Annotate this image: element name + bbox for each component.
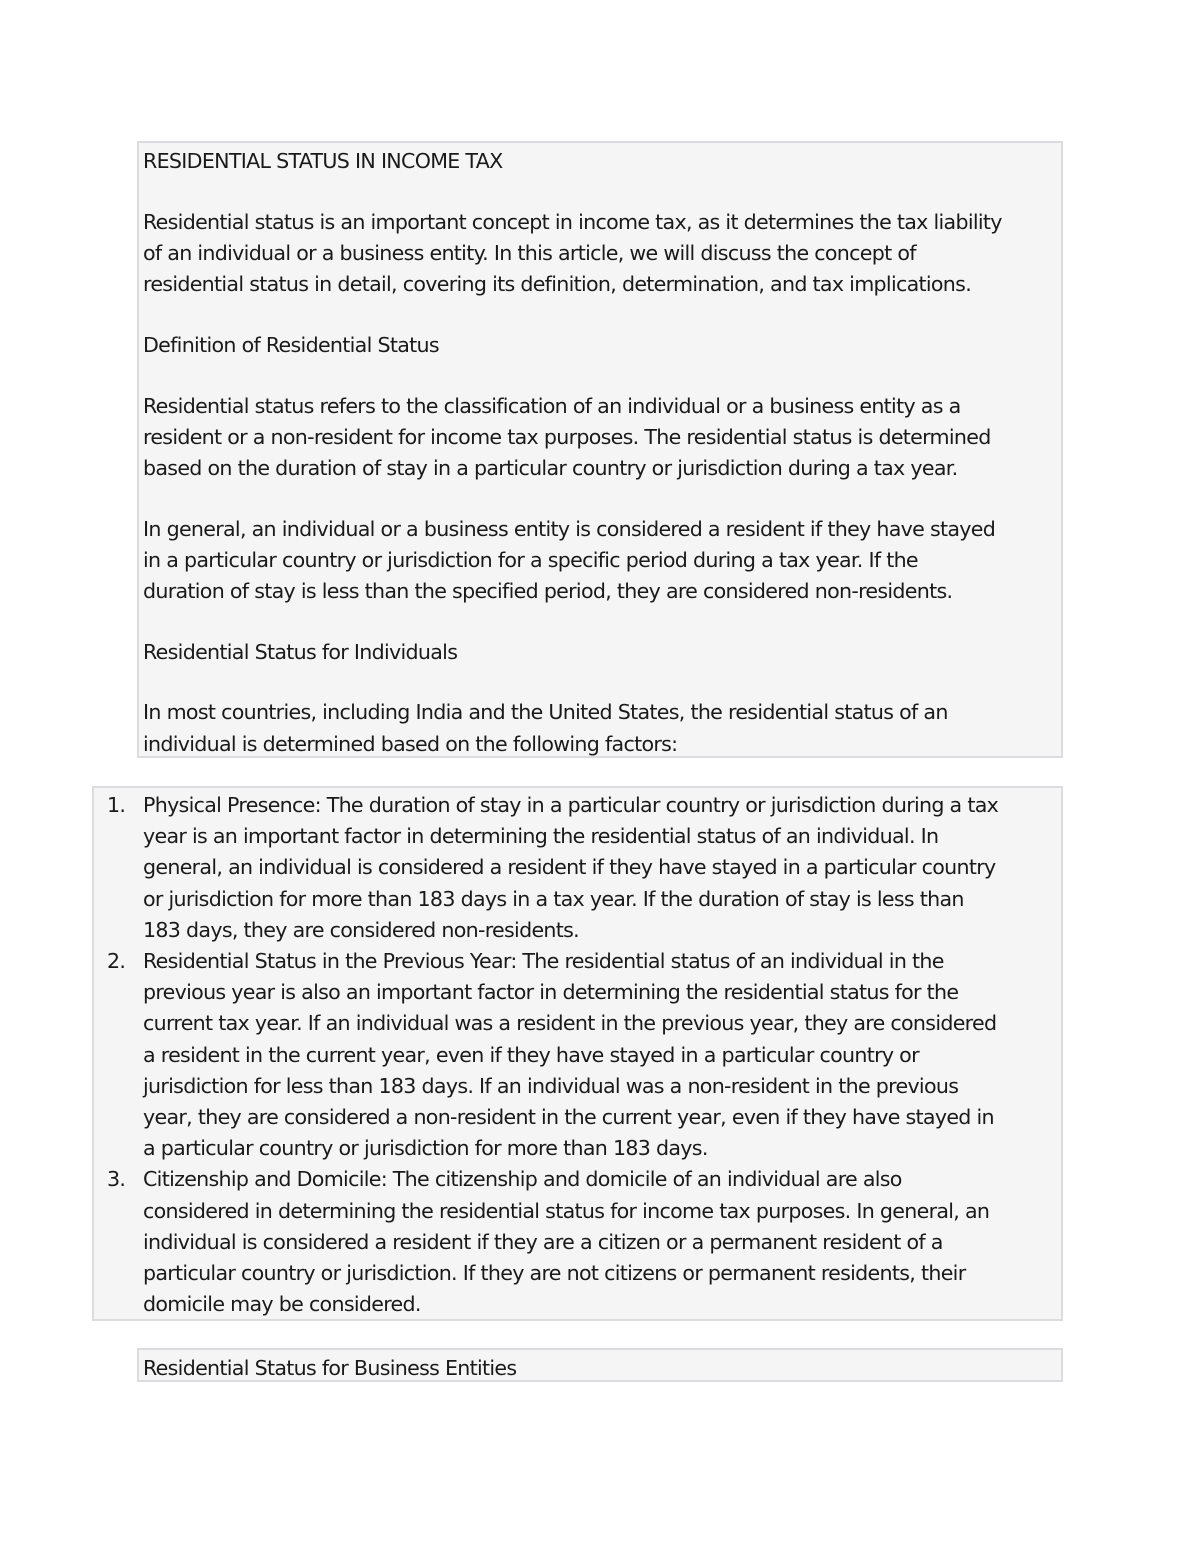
list-number: 1. <box>107 793 126 817</box>
text-line: Residential Status in the Previous Year: The residential status of an individual in the <box>143 949 944 974</box>
text-line: particular country or jurisdiction. If they are not citizens or permanent residents, their <box>143 1261 966 1286</box>
factors-list-section <box>92 786 1063 1321</box>
text-line: duration of stay is less than the specified period, they are considered non-residents. <box>143 579 953 604</box>
list-item <box>94 790 1057 946</box>
list-item <box>94 946 1057 1164</box>
text-line: in a particular country or jurisdiction for a specific period during a tax year. If the <box>143 547 918 572</box>
text-line: Residential status refers to the classification of an individual or a business entity as a <box>143 393 961 418</box>
definition-heading: Definition of Residential Status <box>143 332 439 357</box>
text-line: In most countries, including India and the United States, the residential status of an <box>143 700 948 725</box>
document-title: RESIDENTIAL STATUS IN INCOME TAX <box>143 149 503 173</box>
list-number: 3. <box>107 1167 126 1192</box>
text-line: Physical Presence: The duration of stay in a particular country or jurisdiction during a tax <box>143 793 999 817</box>
text-line: previous year is also an important factor in determining the residential status for the <box>143 980 959 1005</box>
intro-paragraph <box>143 207 1057 301</box>
text-line: jurisdiction for less than 183 days. If an individual was a non-resident in the previous <box>143 1073 959 1098</box>
text-line: or jurisdiction for more than 183 days in a tax year. If the duration of stay is less than <box>143 886 964 911</box>
text-line: individual is considered a resident if they are a citizen or a permanent resident of a <box>143 1229 943 1254</box>
text-line: 183 days, they are considered non-residents. <box>143 917 580 942</box>
factors-list <box>94 790 1057 1320</box>
text-line: year is an important factor in determining the residential status of an individual. In <box>143 824 939 849</box>
text-line: general, an individual is considered a resident if they have stayed in a particular country <box>143 855 996 880</box>
definition-paragraph <box>143 391 1057 485</box>
text-line: Citizenship and Domicile: The citizenship and domicile of an individual are also <box>143 1167 902 1192</box>
text-line: of an individual or a business entity. In this article, we will discuss the concept of <box>143 240 916 265</box>
individuals-heading: Residential Status for Individuals <box>143 639 458 664</box>
text-line: In general, an individual or a business entity is considered a resident if they have stayed <box>143 516 996 541</box>
intro-section <box>137 141 1063 758</box>
text-line: individual is determined based on the following factors: <box>143 731 678 756</box>
general-paragraph <box>143 514 1057 608</box>
list-item <box>94 1164 1057 1320</box>
text-line: current tax year. If an individual was a resident in the previous year, they are considered <box>143 1011 997 1036</box>
text-line: based on the duration of stay in a particular country or jurisdiction during a tax year. <box>143 455 958 480</box>
text-line: a resident in the current year, even if they have stayed in a particular country or <box>143 1042 919 1067</box>
individuals-paragraph <box>143 697 1057 759</box>
text-line: a particular country or jurisdiction for more than 183 days. <box>143 1136 708 1161</box>
text-line: residential status in detail, covering its definition, determination, and tax implications. <box>143 272 972 297</box>
text-line: considered in determining the residential status for income tax purposes. In general, an <box>143 1198 990 1223</box>
text-line: resident or a non-resident for income tax purposes. The residential status is determined <box>143 424 991 449</box>
list-number: 2. <box>107 949 126 974</box>
business-heading: Residential Status for Business Entities <box>143 1356 517 1380</box>
text-line: Residential status is an important concept in income tax, as it determines the tax liability <box>143 209 1002 234</box>
text-line: year, they are considered a non-resident in the current year, even if they have stayed in <box>143 1105 994 1130</box>
text-line: domicile may be considered. <box>143 1292 421 1317</box>
business-section <box>137 1348 1063 1382</box>
